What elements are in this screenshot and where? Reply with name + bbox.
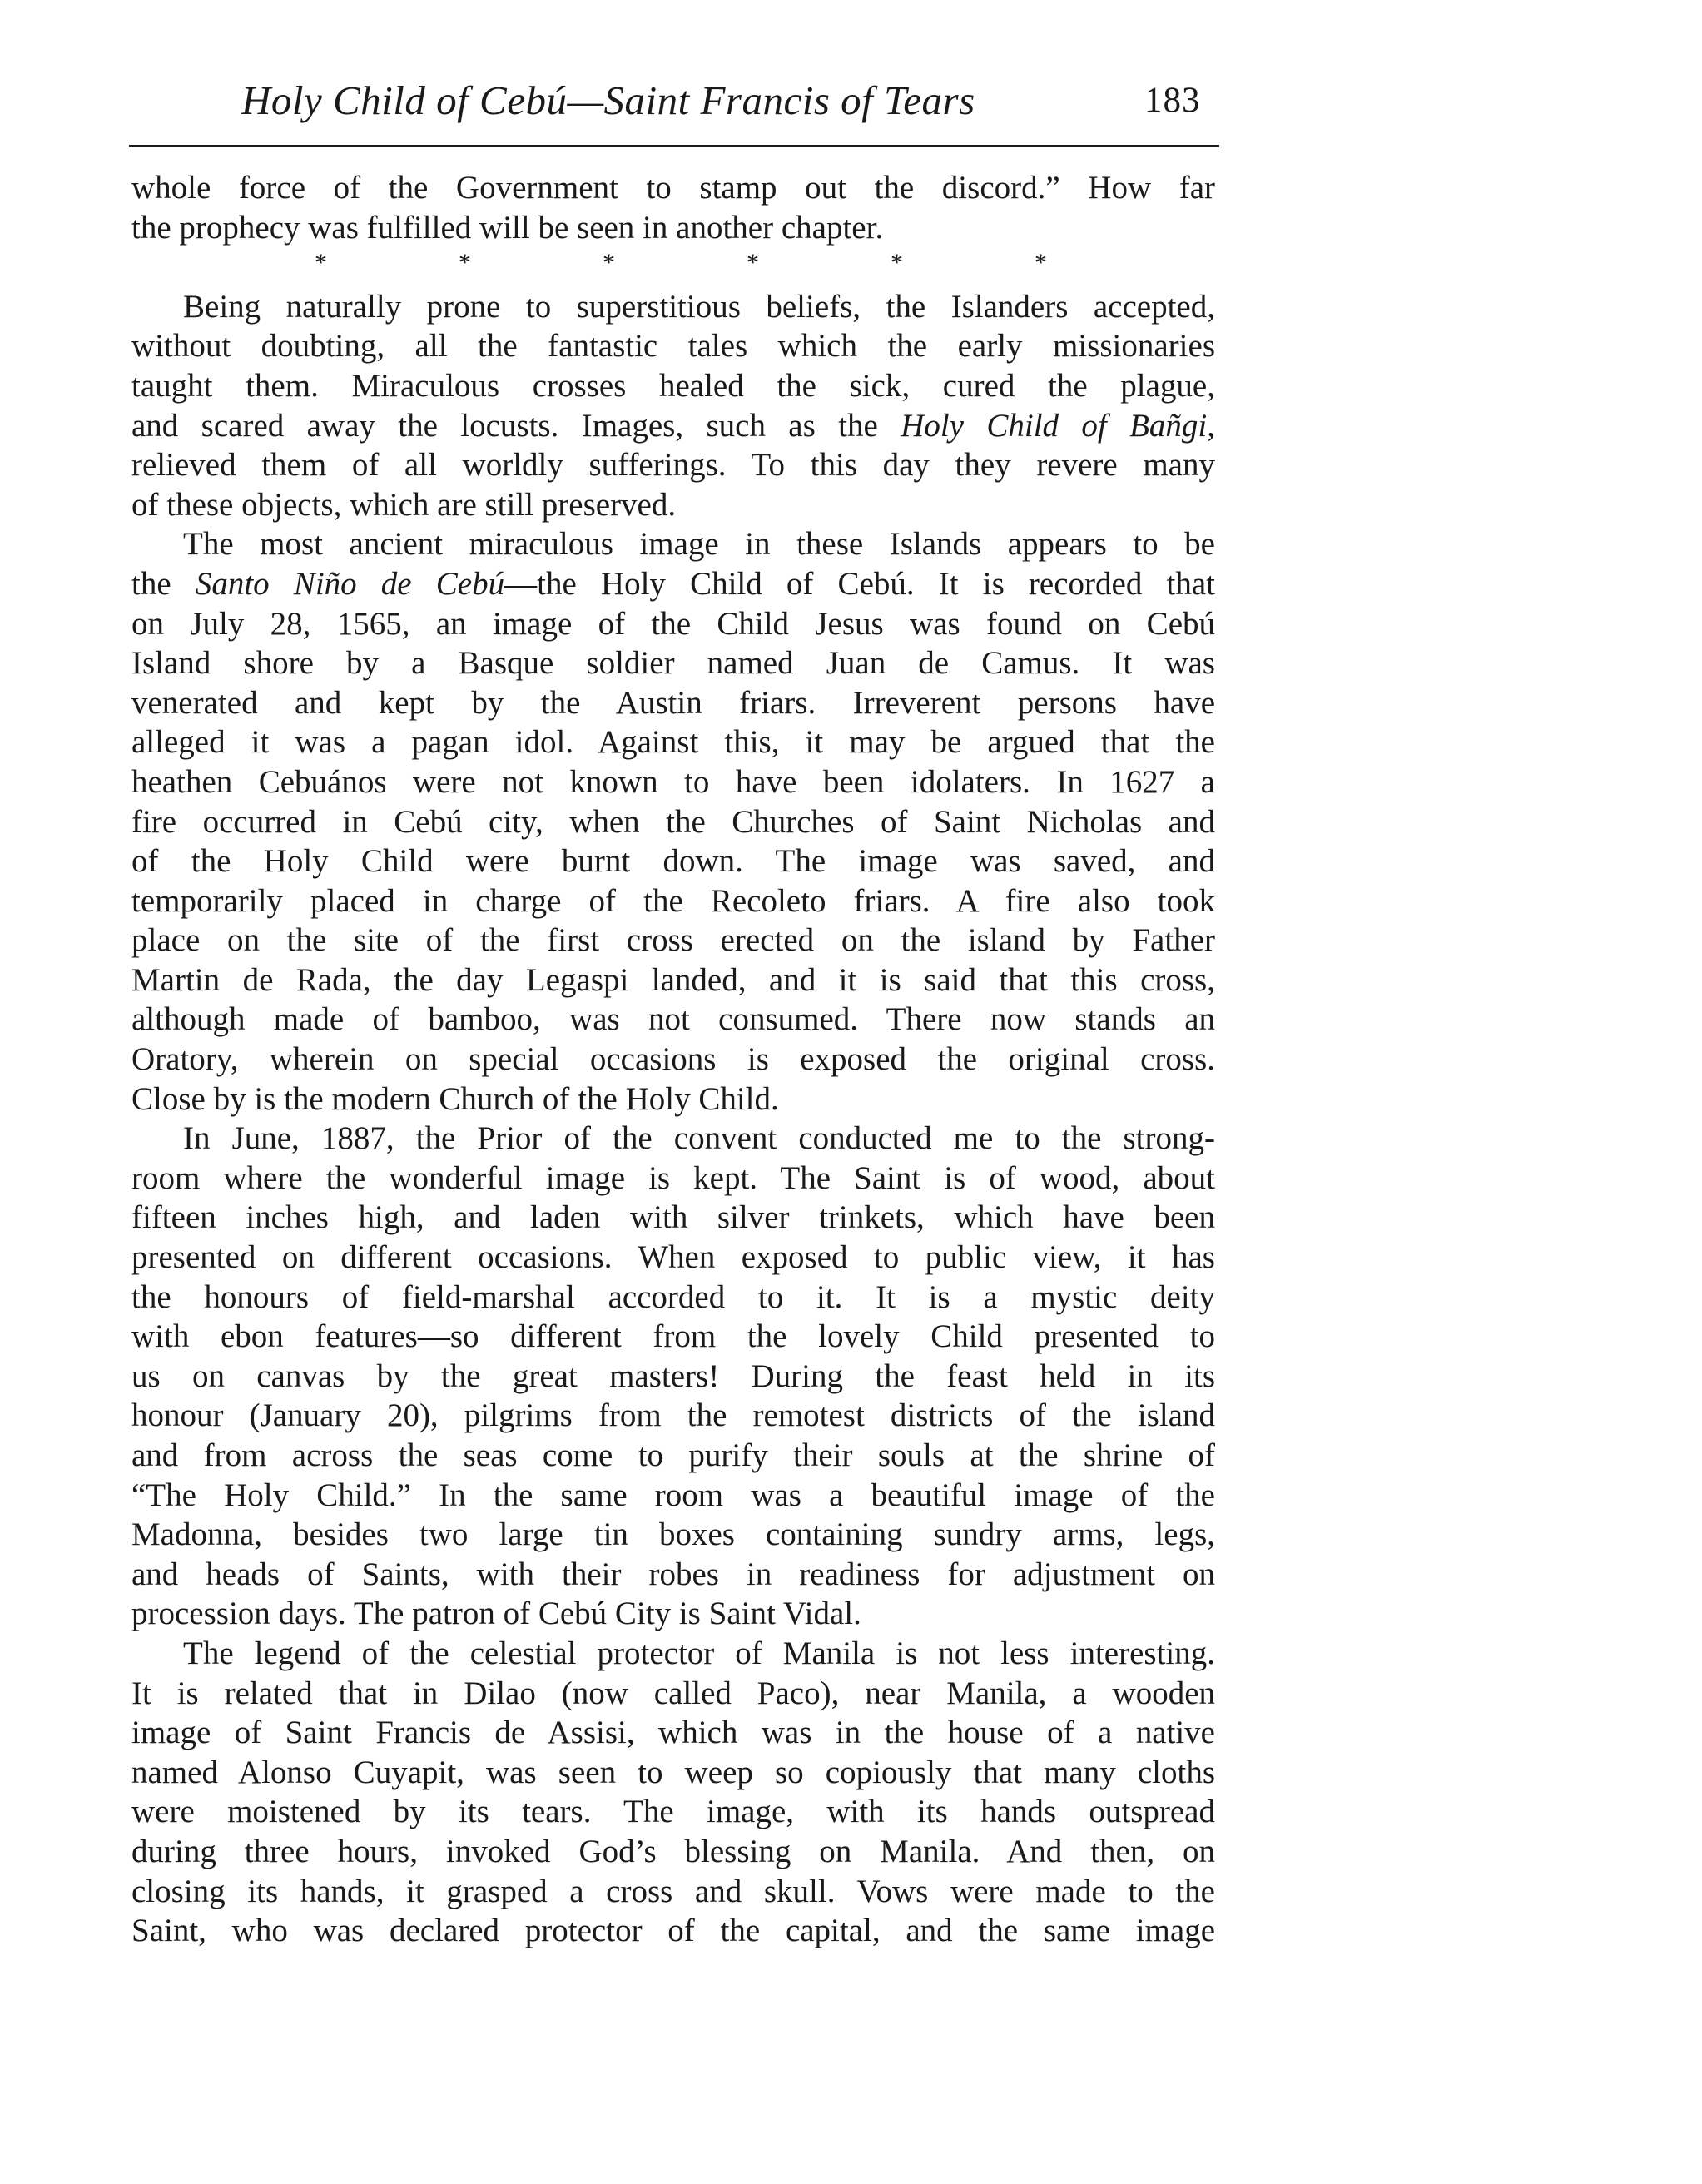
text-line: whole force of the Government to stamp out the discord.” How far [131,170,1215,206]
text-line: with ebon features—so different from the lovely Child presented to [131,1318,1215,1355]
running-head-title: Holy Child of Cebú—Saint Francis of Tears [241,77,975,123]
text-line: image of Saint Francis de Assisi, which was in the house of a native [131,1715,1215,1751]
text-span: —the Holy Child of Cebú. It is recorded that [504,565,1215,602]
text-line [131,564,1215,604]
text-line [131,406,1215,446]
text-line: heathen Cebuános were not known to have been idolaters. In 1627 a [131,763,1215,800]
text-line: although made of bamboo, was not consumed. There now stands an [131,1001,1215,1038]
text-line: presented on different occasions. When exposed to public view, it has [131,1239,1215,1276]
text-line: “The Holy Child.” In the same room was a beautiful image of the [131,1477,1215,1513]
text-line: the prophecy was fulfilled will be seen in another chapter. [131,209,884,246]
text-line: Island shore by a Basque soldier named Juan de Camus. It was [131,645,1215,682]
text-line: fifteen inches high, and laden with silver trinkets, which have been [131,1199,1215,1236]
text-line: It is related that in Dilao (now called Paco), near Manila, a wooden [131,1675,1215,1711]
body-text [131,168,1215,1951]
text-line: on July 28, 1565, an image of the Child Jesus was found on Cebú [131,605,1215,642]
asterism: * [747,249,759,277]
asterism: * [315,249,327,277]
text-line: Saint, who was declared protector of the capital, and the same image [131,1913,1215,1949]
text-line: Oratory, wherein on special occasions is exposed the original cross. [131,1041,1215,1078]
text-span: and scared away the locusts. Images, such as the [131,407,901,444]
text-line: taught them. Miraculous crosses healed the sick, cured the plague, [131,367,1215,404]
italic-title: Holy Child of Bañgi [901,407,1208,444]
text-line: relieved them of all worldly sufferings. To this day they revere many [131,447,1215,484]
text-span: the [131,565,196,602]
text-span: , [1207,407,1215,444]
text-line: Being naturally prone to superstitious beliefs, the Islanders accepted, [183,288,1215,325]
text-line: closing its hands, it grasped a cross and skull. Vows were made to the [131,1873,1215,1909]
header-rule [129,145,1219,147]
text-line: In June, 1887, the Prior of the convent conducted me to the strong- [183,1120,1215,1157]
page-number: 183 [1144,81,1201,120]
text-line: named Alonso Cuyapit, was seen to weep so copiously that many cloths [131,1754,1215,1790]
text-line: were moistened by its tears. The image, with its hands outspread [131,1794,1215,1830]
text-line: place on the site of the first cross erected on the island by Father [131,922,1215,959]
asterism: * [603,249,615,277]
text-line: room where the wonderful image is kept. The Saint is of wood, about [131,1159,1215,1196]
asterism: * [459,249,471,277]
text-line: Martin de Rada, the day Legaspi landed, and it is said that this cross, [131,961,1215,998]
text-line: and from across the seas come to purify their souls at the shrine of [131,1437,1215,1473]
asterism: * [1035,249,1047,277]
text-line: of the Holy Child were burnt down. The image was saved, and [131,843,1215,880]
text-line: fire occurred in Cebú city, when the Churches of Saint Nicholas and [131,803,1215,840]
section-break-asterisms [131,247,1215,287]
text-line: us on canvas by the great masters! During the feast held in its [131,1358,1215,1394]
text-line: The most ancient miraculous image in these Islands appears to be [183,526,1215,563]
italic-title: Santo Niño de Cebú [195,565,505,602]
text-line: temporarily placed in charge of the Recoleto friars. A fire also took [131,882,1215,919]
text-line: venerated and kept by the Austin friars. Irreverent persons have [131,684,1215,721]
text-line: without doubting, all the fantastic tales which the early missionaries [131,328,1215,365]
text-line: Close by is the modern Church of the Holy Child. [131,1080,779,1117]
text-line: procession days. The patron of Cebú City is Saint Vidal. [131,1596,861,1632]
asterism: * [891,249,903,277]
text-line: honour (January 20), pilgrims from the remotest districts of the island [131,1397,1215,1434]
text-line: during three hours, invoked God’s blessing on Manila. And then, on [131,1833,1215,1869]
text-line: The legend of the celestial protector of Manila is not less interesting. [183,1635,1215,1671]
text-line: alleged it was a pagan idol. Against this, it may be argued that the [131,724,1215,761]
text-line: Madonna, besides two large tin boxes containing sundry arms, legs, [131,1516,1215,1553]
running-head [133,77,1215,135]
text-line: the honours of field-marshal accorded to it. It is a mystic deity [131,1278,1215,1315]
text-line: of these objects, which are still preserved. [131,486,677,523]
text-line: and heads of Saints, with their robes in readiness for adjustment on [131,1556,1215,1592]
